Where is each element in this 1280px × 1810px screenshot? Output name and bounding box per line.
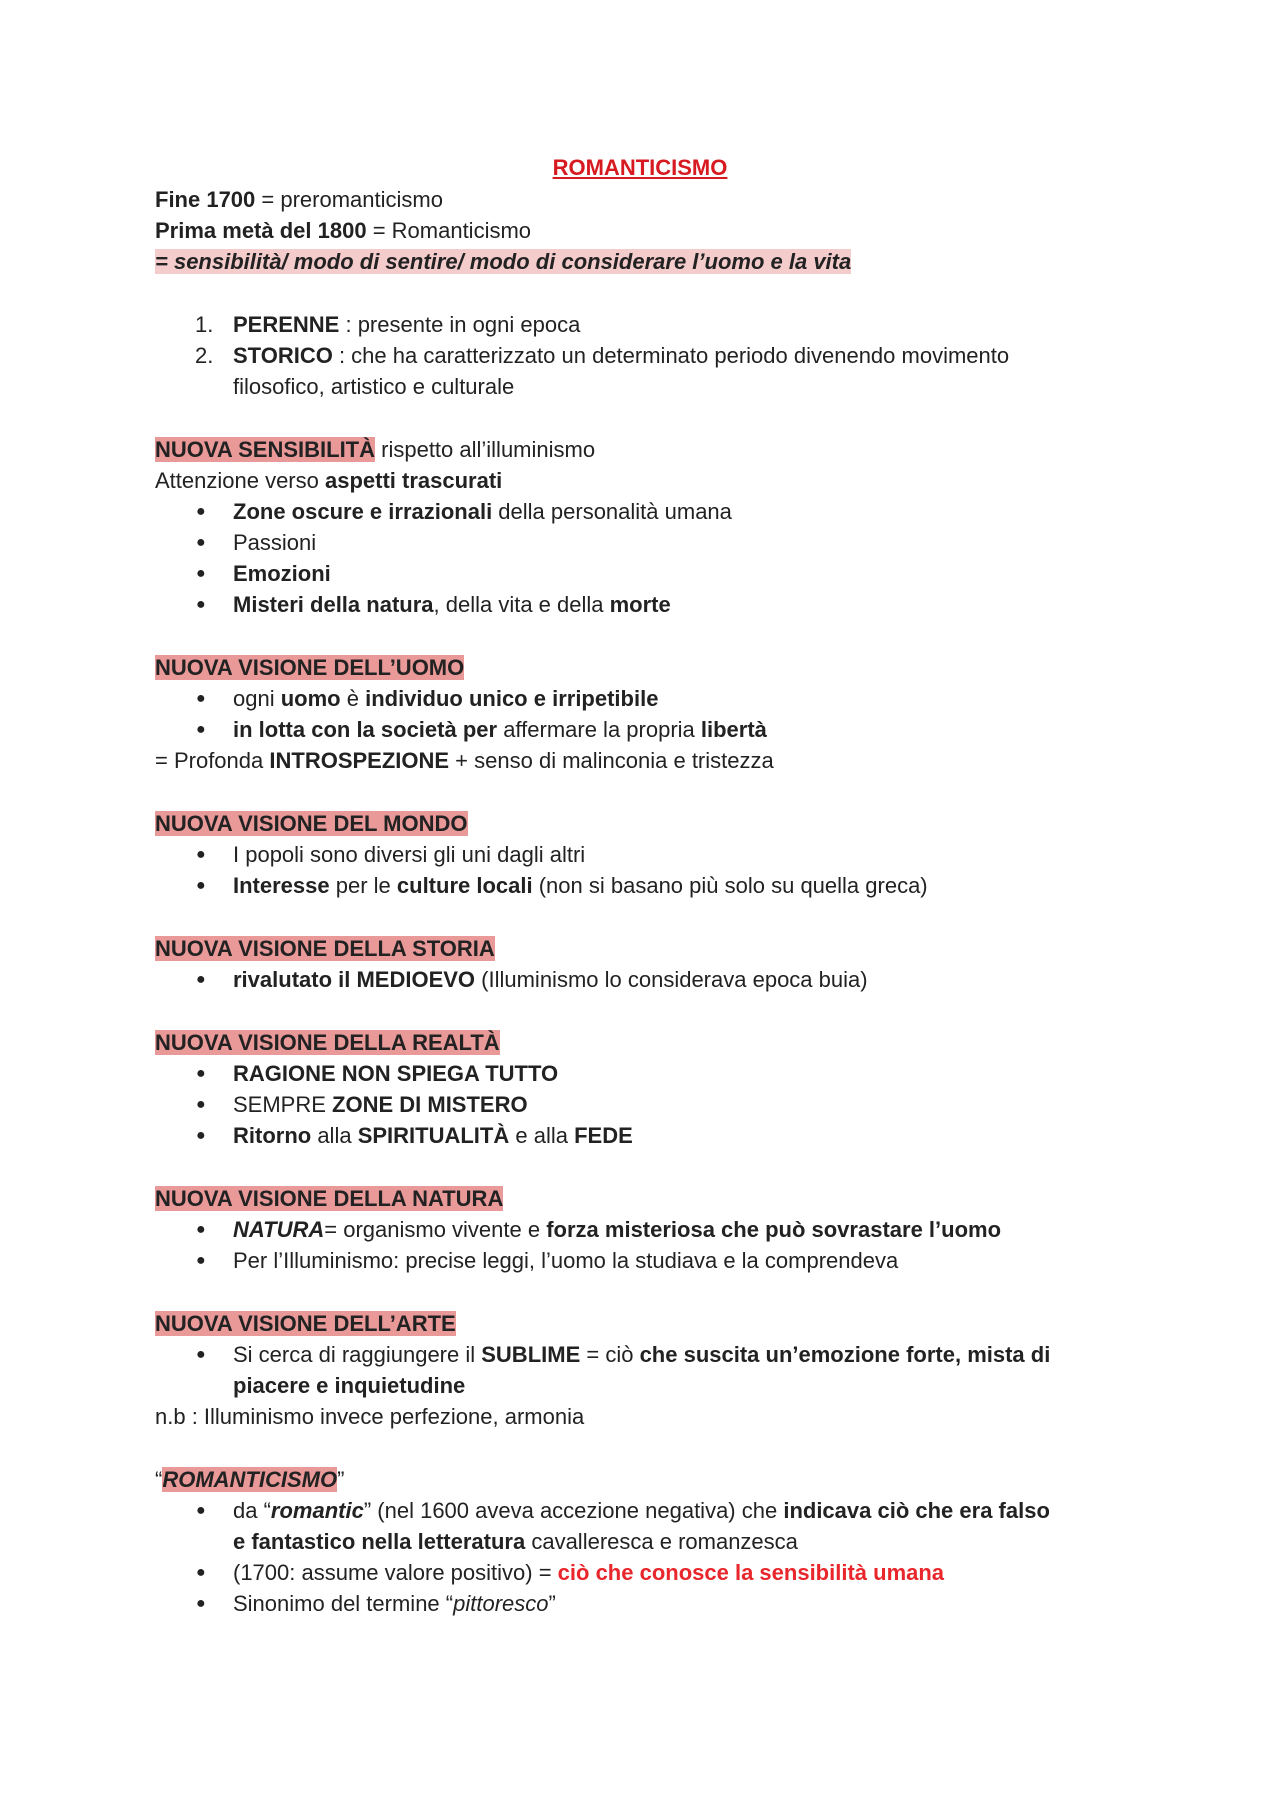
numbered-item-2-cont: filosofico, artistico e culturale [233, 374, 515, 399]
section-heading-mondo: NUOVA VISIONE DEL MONDO [155, 811, 468, 836]
section-heading-romanticismo: “ROMANTICISMO” [155, 1467, 345, 1492]
s2-line: = Profonda INTROSPEZIONE + senso di malinconia e tristezza [155, 748, 774, 773]
intro-line-1: Fine 1700 = preromanticismo [155, 187, 443, 212]
intro-line-2: Prima metà del 1800 = Romanticismo [155, 218, 532, 243]
section-heading-arte: NUOVA VISIONE DELL’ARTE [155, 1311, 456, 1336]
page-title: ROMANTICISMO [552, 155, 728, 180]
section-heading-sensibilita: NUOVA SENSIBILITÀ rispetto all’illuminismo [155, 437, 596, 462]
document-page: ROMANTICISMO Fine 1700 = preromanticismo Prima metà del 1800 = Romanticismo = sensibilità/ modo di sentire/ modo di considerare l’uomo e la vita 1. PERENNE : presente in ogni epoca 2. STORICO : che ha caratterizzato un determinato periodo divenendo movimento filosofico, artistico e culturale NUOVA SENSIBILITÀ rispetto all’illuminismo Attenzione verso aspetti trascurati ● Zone oscure e irrazionali della personalità umana ● Passioni ● Emozioni ● Misteri della natura, della vita e della morte NUOVA VISIONE DELL’UOMO ● ogni uomo è individuo unico e irripetibile ● in lotta con la società per affermare la propria libertà = Profonda INTROSPEZIONE + senso di malinconia e tristezza NUOVA VISIONE DEL MONDO ● I popoli sono diversi gli uni dagli altri ● Interesse per le culture locali (non si basano più solo su quella greca) NUOVA VISIONE DELLA STORIA ● rivalutato il MEDIOEVO (Illuminismo lo considerava epoca buia) NUOVA VISIONE DELLA REALTÀ ● RAGIONE NON SPIEGA TUTTO ● SEMPRE ZONE DI MISTERO ● Ritorno alla SPIRITUALITÀ e alla FEDE NUOVA VISIONE DELLA NATURA ● NATURA= organismo vivente e forza misteriosa che può sovrastare l’uomo ● Per l’Illuminismo: precise leggi, l’uomo la studiava e la comprendeva NUOVA VISIONE DELL’ARTE ● Si cerca di raggiungere il SUBLIME = ciò che suscita un’emozione forte, mista di piacere e inquietudine n.b : Illuminismo invece perfezione, armonia “ROMANTICISMO” ● da “romantic” (nel 1600 aveva accezione negativa) che indicava ciò che era falso e fantastico nella letteratura cavalleresca e romanzesca ● (1700: assume valore positivo) = ciò che conosce la sensibilità umana ● Sinonimo del termine “pittoresco” [0, 0, 1280, 1810]
section-heading-uomo: NUOVA VISIONE DELL’UOMO [155, 655, 465, 680]
section-heading-natura: NUOVA VISIONE DELLA NATURA [155, 1186, 504, 1211]
s7-note: n.b : Illuminismo invece perfezione, armonia [155, 1404, 585, 1429]
s1-line: Attenzione verso aspetti trascurati [155, 468, 503, 493]
list-item-cont: piacere e inquietudine [233, 1373, 466, 1398]
list-item-cont: e fantastico nella letteratura cavalleresca e romanzesca [233, 1529, 798, 1554]
section-heading-realta: NUOVA VISIONE DELLA REALTÀ [155, 1030, 500, 1055]
intro-definition: = sensibilità/ modo di sentire/ modo di considerare l’uomo e la vita [155, 249, 852, 274]
section-heading-storia: NUOVA VISIONE DELLA STORIA [155, 936, 495, 961]
